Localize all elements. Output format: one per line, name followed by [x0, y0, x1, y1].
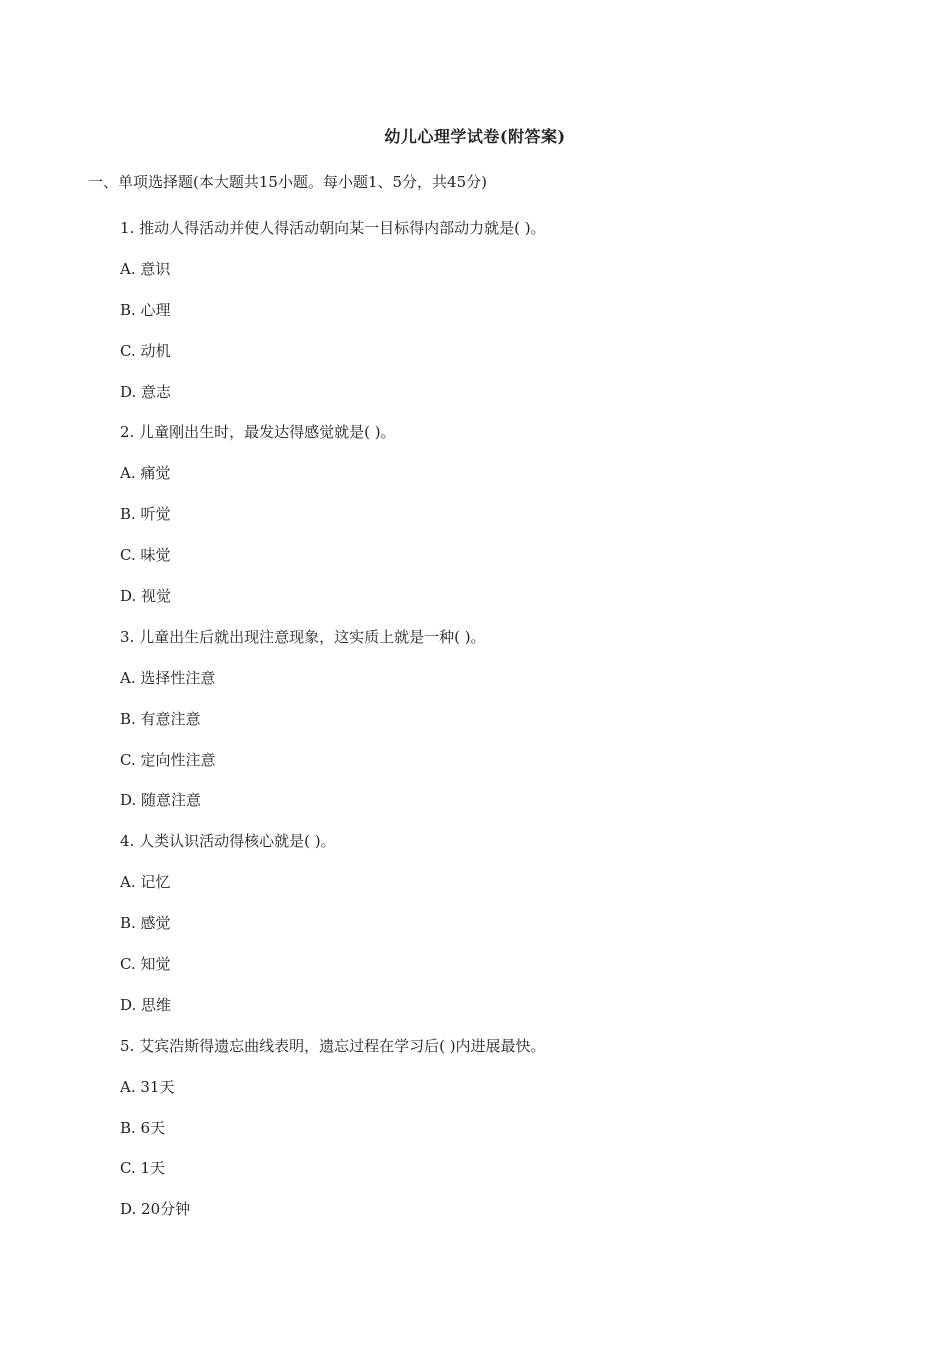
document-title: 幼儿心理学试卷(附答案)	[384, 127, 566, 146]
answer-option: A. 记忆	[120, 873, 171, 892]
question-stem: 4. 人类认识活动得核心就是( )。	[120, 832, 336, 851]
answer-option: A. 意识	[120, 259, 171, 278]
question-stem: 1. 推动人得活动并使人得活动朝向某一目标得内部动力就是( )。	[120, 219, 546, 237]
answer-option: B. 6天	[120, 1118, 166, 1137]
answer-option: D. 视觉	[120, 587, 172, 606]
answer-option: C. 1天	[120, 1159, 166, 1178]
answer-option: A. 31天	[120, 1077, 175, 1096]
question-stem: 5. 艾宾浩斯得遗忘曲线表明，遗忘过程在学习后( )内进展最快。	[120, 1036, 546, 1055]
answer-option: D. 思维	[120, 995, 172, 1014]
answer-option: A. 痛觉	[120, 464, 171, 483]
answer-option: C. 味觉	[120, 546, 171, 565]
answer-option: B. 感觉	[120, 914, 171, 933]
answer-option: D. 随意注意	[120, 791, 202, 810]
section-heading: 一、单项选择题(本大题共15小题。每小题1、5分，共45分)	[88, 173, 487, 191]
question-list	[120, 216, 900, 1238]
answer-option: B. 有意注意	[120, 709, 201, 728]
answer-option: B. 心理	[120, 300, 171, 319]
answer-option: D. 意志	[120, 382, 172, 401]
answer-option: C. 动机	[120, 341, 171, 360]
answer-option: C. 定向性注意	[120, 750, 216, 769]
answer-option: D. 20分钟	[120, 1200, 191, 1219]
answer-option: A. 选择性注意	[120, 668, 216, 687]
answer-option: C. 知觉	[120, 955, 171, 974]
question-stem: 3. 儿童出生后就出现注意现象，这实质上就是一种( )。	[120, 627, 486, 646]
question-stem: 2. 儿童刚出生时，最发达得感觉就是( )。	[120, 423, 396, 442]
answer-option: B. 听觉	[120, 505, 171, 524]
